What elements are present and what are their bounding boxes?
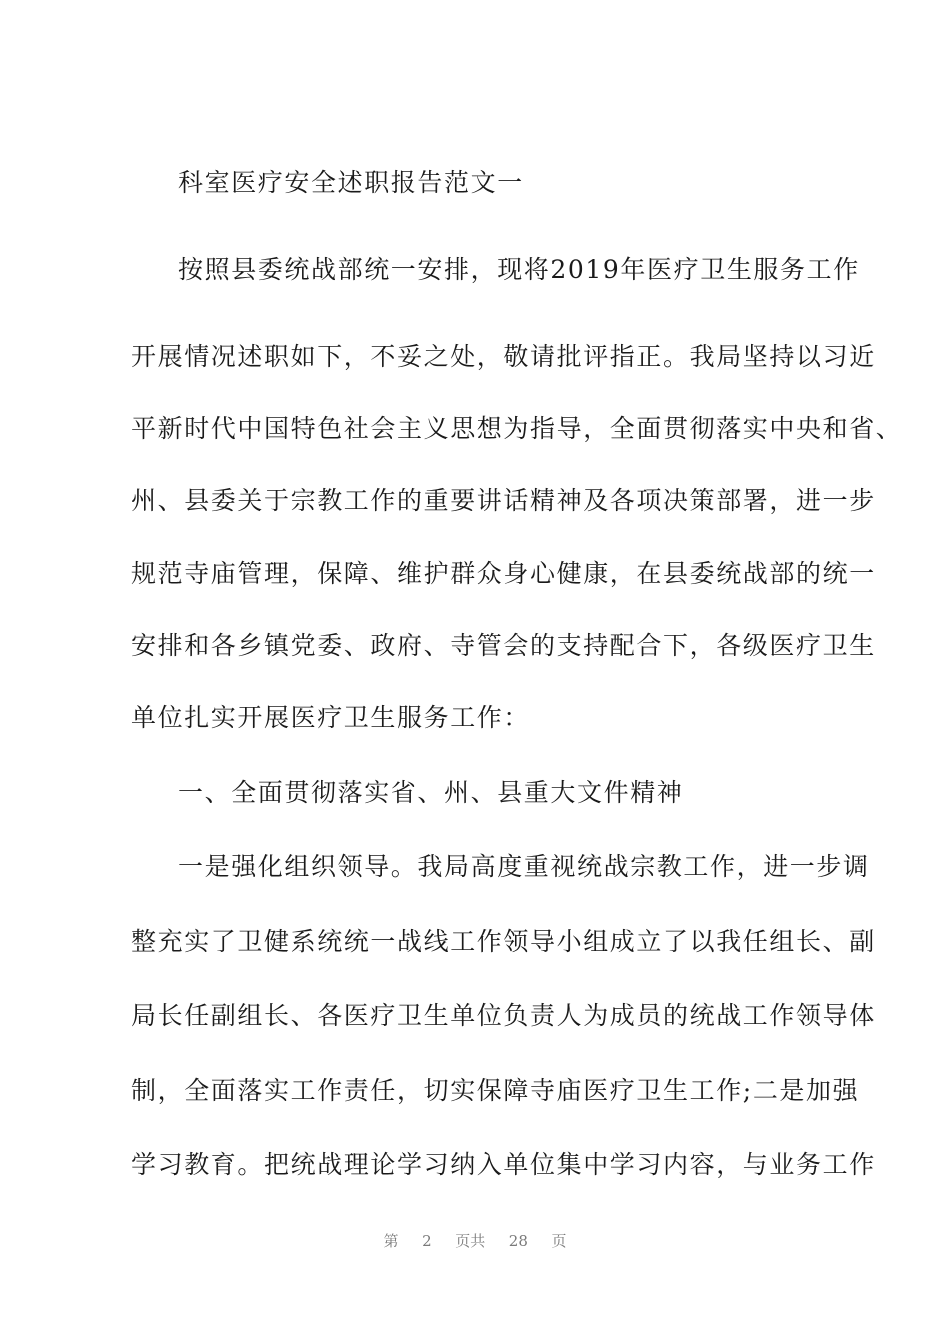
footer-suffix: 页	[551, 1232, 567, 1250]
page-footer	[0, 1230, 950, 1251]
paragraph-line: 开展情况述职如下，不妥之处，敬请批评指正。我局坚持以习近	[131, 342, 876, 371]
paragraph-line: 制，全面落实工作责任，切实保障寺庙医疗卫生工作;二是加强	[131, 1076, 860, 1105]
paragraph-line: 平新时代中国特色社会主义思想为指导，全面贯彻落实中央和省、	[131, 414, 903, 443]
section-heading: 一、全面贯彻落实省、州、县重大文件精神	[178, 778, 684, 807]
footer-total-pages: 28	[508, 1232, 528, 1250]
paragraph-line: 局长任副组长、各医疗卫生单位负责人为成员的统战工作领导体	[131, 1001, 876, 1030]
paragraph-line: 安排和各乡镇党委、政府、寺管会的支持配合下，各级医疗卫生	[131, 631, 876, 660]
footer-page-number: 2	[422, 1232, 432, 1250]
footer-middle: 页共	[455, 1232, 486, 1250]
paragraph-line: 单位扎实开展医疗卫生服务工作：	[131, 703, 531, 732]
document-title: 科室医疗安全述职报告范文一	[178, 168, 524, 197]
paragraph-line: 一是强化组织领导。我局高度重视统战宗教工作，进一步调	[178, 852, 870, 881]
paragraph-line: 按照县委统战部统一安排，现将2019年医疗卫生服务工作	[178, 255, 860, 284]
paragraph-line: 学习教育。把统战理论学习纳入单位集中学习内容，与业务工作	[131, 1150, 876, 1179]
paragraph-line: 整充实了卫健系统统一战线工作领导小组成立了以我任组长、副	[131, 927, 876, 956]
paragraph-line: 州、县委关于宗教工作的重要讲话精神及各项决策部署，进一步	[131, 486, 876, 515]
paragraph-line: 规范寺庙管理，保障、维护群众身心健康，在县委统战部的统一	[131, 559, 876, 588]
footer-prefix: 第	[383, 1232, 399, 1250]
